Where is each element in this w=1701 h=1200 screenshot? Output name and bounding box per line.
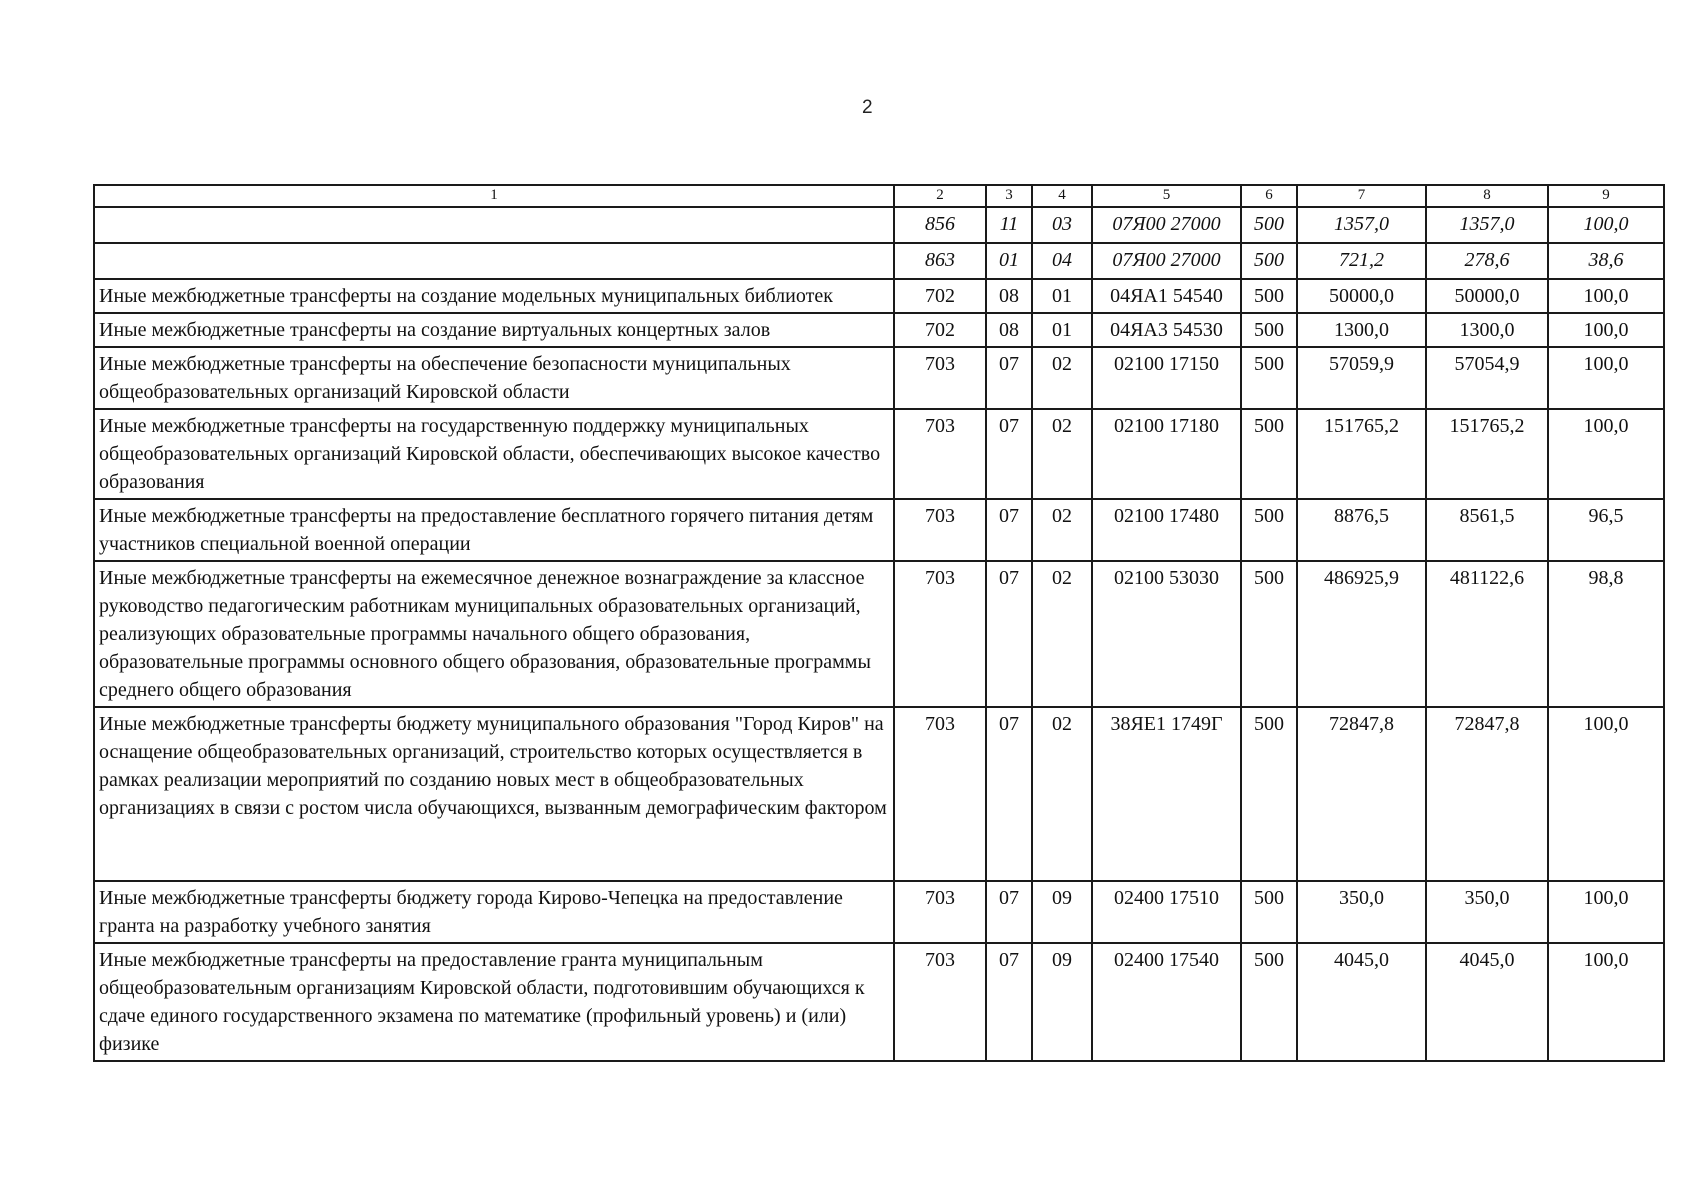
executed-amount: 1357,0: [1426, 207, 1548, 243]
expense-type-code: 500: [1241, 313, 1297, 347]
planned-amount: 721,2: [1297, 243, 1426, 279]
section-code: 07: [986, 347, 1032, 409]
page-number: 2: [862, 97, 873, 118]
subsection-code: 02: [1032, 499, 1092, 561]
planned-amount: 350,0: [1297, 881, 1426, 943]
column-number: 1: [94, 185, 894, 207]
row-description: [94, 207, 894, 243]
execution-percent: 100,0: [1548, 881, 1664, 943]
column-number: 9: [1548, 185, 1664, 207]
execution-percent: 98,8: [1548, 561, 1664, 707]
section-code: 08: [986, 279, 1032, 313]
expense-type-code: 500: [1241, 409, 1297, 499]
executed-amount: 4045,0: [1426, 943, 1548, 1061]
subsection-code: 01: [1032, 313, 1092, 347]
planned-amount: 151765,2: [1297, 409, 1426, 499]
row-description: Иные межбюджетные трансферты бюджету муниципального образования "Город Киров" на оснащение общеобразовательных организаций, строительство которых осуществляется в рамках реализации мероприятий по созданию новых мест в общеобразовательных организациях в связи с ростом числа обучающихся, вызванным демографическим фактором: [94, 707, 894, 881]
executed-amount: 350,0: [1426, 881, 1548, 943]
execution-percent: 100,0: [1548, 279, 1664, 313]
row-description: Иные межбюджетные трансферты на создание виртуальных концертных залов: [94, 313, 894, 347]
ministry-code: 702: [894, 279, 986, 313]
execution-percent: 100,0: [1548, 347, 1664, 409]
column-number: 5: [1092, 185, 1241, 207]
section-code: 07: [986, 943, 1032, 1061]
execution-percent: 100,0: [1548, 313, 1664, 347]
execution-percent: 38,6: [1548, 243, 1664, 279]
row-description: Иные межбюджетные трансферты на предоставление бесплатного горячего питания детям участников специальной военной операции: [94, 499, 894, 561]
row-description: Иные межбюджетные трансферты на государственную поддержку муниципальных общеобразовательных организаций Кировской области, обеспечивающих высокое качество образования: [94, 409, 894, 499]
ministry-code: 703: [894, 707, 986, 881]
planned-amount: 1300,0: [1297, 313, 1426, 347]
row-description: Иные межбюджетные трансферты на обеспечение безопасности муниципальных общеобразовательных организаций Кировской области: [94, 347, 894, 409]
target-article-code: 02100 17180: [1092, 409, 1241, 499]
executed-amount: 8561,5: [1426, 499, 1548, 561]
budget-table: [93, 184, 1665, 1062]
target-article-code: 02400 17540: [1092, 943, 1241, 1061]
executed-amount: 1300,0: [1426, 313, 1548, 347]
table-row: [94, 207, 1664, 243]
section-code: 07: [986, 409, 1032, 499]
execution-percent: 100,0: [1548, 943, 1664, 1061]
expense-type-code: 500: [1241, 943, 1297, 1061]
table-row: [94, 313, 1664, 347]
target-article-code: 02100 17150: [1092, 347, 1241, 409]
row-description: Иные межбюджетные трансферты на ежемесячное денежное вознаграждение за классное руководство педагогическим работникам муниципальных образовательных организаций, реализующих образовательные программы начального общего образования, образовательные программы основного общего образования, образовательные программы среднего общего образования: [94, 561, 894, 707]
expense-type-code: 500: [1241, 207, 1297, 243]
section-code: 07: [986, 881, 1032, 943]
ministry-code: 702: [894, 313, 986, 347]
table-row: [94, 881, 1664, 943]
executed-amount: 278,6: [1426, 243, 1548, 279]
column-number-row: [94, 185, 1664, 207]
ministry-code: 703: [894, 561, 986, 707]
column-number: 7: [1297, 185, 1426, 207]
ministry-code: 856: [894, 207, 986, 243]
planned-amount: 486925,9: [1297, 561, 1426, 707]
target-article-code: 38ЯЕ1 1749Г: [1092, 707, 1241, 881]
target-article-code: 02400 17510: [1092, 881, 1241, 943]
execution-percent: 100,0: [1548, 707, 1664, 881]
row-description: [94, 243, 894, 279]
table-row: [94, 243, 1664, 279]
expense-type-code: 500: [1241, 347, 1297, 409]
ministry-code: 703: [894, 409, 986, 499]
executed-amount: 57054,9: [1426, 347, 1548, 409]
expense-type-code: 500: [1241, 881, 1297, 943]
target-article-code: 02100 17480: [1092, 499, 1241, 561]
target-article-code: 04ЯА3 54530: [1092, 313, 1241, 347]
table-row: [94, 561, 1664, 707]
subsection-code: 02: [1032, 347, 1092, 409]
section-code: 07: [986, 499, 1032, 561]
planned-amount: 57059,9: [1297, 347, 1426, 409]
expense-type-code: 500: [1241, 707, 1297, 881]
target-article-code: 02100 53030: [1092, 561, 1241, 707]
table-row: [94, 499, 1664, 561]
subsection-code: 09: [1032, 943, 1092, 1061]
section-code: 01: [986, 243, 1032, 279]
subsection-code: 01: [1032, 279, 1092, 313]
subsection-code: 09: [1032, 881, 1092, 943]
expense-type-code: 500: [1241, 279, 1297, 313]
subsection-code: 02: [1032, 409, 1092, 499]
executed-amount: 481122,6: [1426, 561, 1548, 707]
table-row: [94, 943, 1664, 1061]
ministry-code: 703: [894, 499, 986, 561]
expense-type-code: 500: [1241, 499, 1297, 561]
target-article-code: 04ЯА1 54540: [1092, 279, 1241, 313]
execution-percent: 100,0: [1548, 207, 1664, 243]
executed-amount: 72847,8: [1426, 707, 1548, 881]
execution-percent: 96,5: [1548, 499, 1664, 561]
table-row: [94, 409, 1664, 499]
planned-amount: 1357,0: [1297, 207, 1426, 243]
table-row: [94, 707, 1664, 881]
planned-amount: 8876,5: [1297, 499, 1426, 561]
planned-amount: 4045,0: [1297, 943, 1426, 1061]
expense-type-code: 500: [1241, 243, 1297, 279]
subsection-code: 02: [1032, 561, 1092, 707]
execution-percent: 100,0: [1548, 409, 1664, 499]
executed-amount: 151765,2: [1426, 409, 1548, 499]
ministry-code: 703: [894, 881, 986, 943]
row-description: Иные межбюджетные трансферты бюджету города Кирово-Чепецка на предоставление гранта на разработку учебного занятия: [94, 881, 894, 943]
ministry-code: 703: [894, 943, 986, 1061]
section-code: 08: [986, 313, 1032, 347]
column-number: 3: [986, 185, 1032, 207]
section-code: 07: [986, 707, 1032, 881]
planned-amount: 50000,0: [1297, 279, 1426, 313]
planned-amount: 72847,8: [1297, 707, 1426, 881]
subsection-code: 03: [1032, 207, 1092, 243]
row-description: Иные межбюджетные трансферты на создание модельных муниципальных библиотек: [94, 279, 894, 313]
column-number: 6: [1241, 185, 1297, 207]
target-article-code: 07Я00 27000: [1092, 243, 1241, 279]
subsection-code: 04: [1032, 243, 1092, 279]
table-row: [94, 347, 1664, 409]
row-description: Иные межбюджетные трансферты на предоставление гранта муниципальным общеобразовательным организациям Кировской области, подготовившим обучающихся к сдаче единого государственного экзамена по математике (профильный уровень) и (или) физике: [94, 943, 894, 1061]
ministry-code: 703: [894, 347, 986, 409]
table-row: [94, 279, 1664, 313]
expense-type-code: 500: [1241, 561, 1297, 707]
executed-amount: 50000,0: [1426, 279, 1548, 313]
section-code: 07: [986, 561, 1032, 707]
target-article-code: 07Я00 27000: [1092, 207, 1241, 243]
column-number: 2: [894, 185, 986, 207]
column-number: 8: [1426, 185, 1548, 207]
column-number: 4: [1032, 185, 1092, 207]
section-code: 11: [986, 207, 1032, 243]
ministry-code: 863: [894, 243, 986, 279]
subsection-code: 02: [1032, 707, 1092, 881]
